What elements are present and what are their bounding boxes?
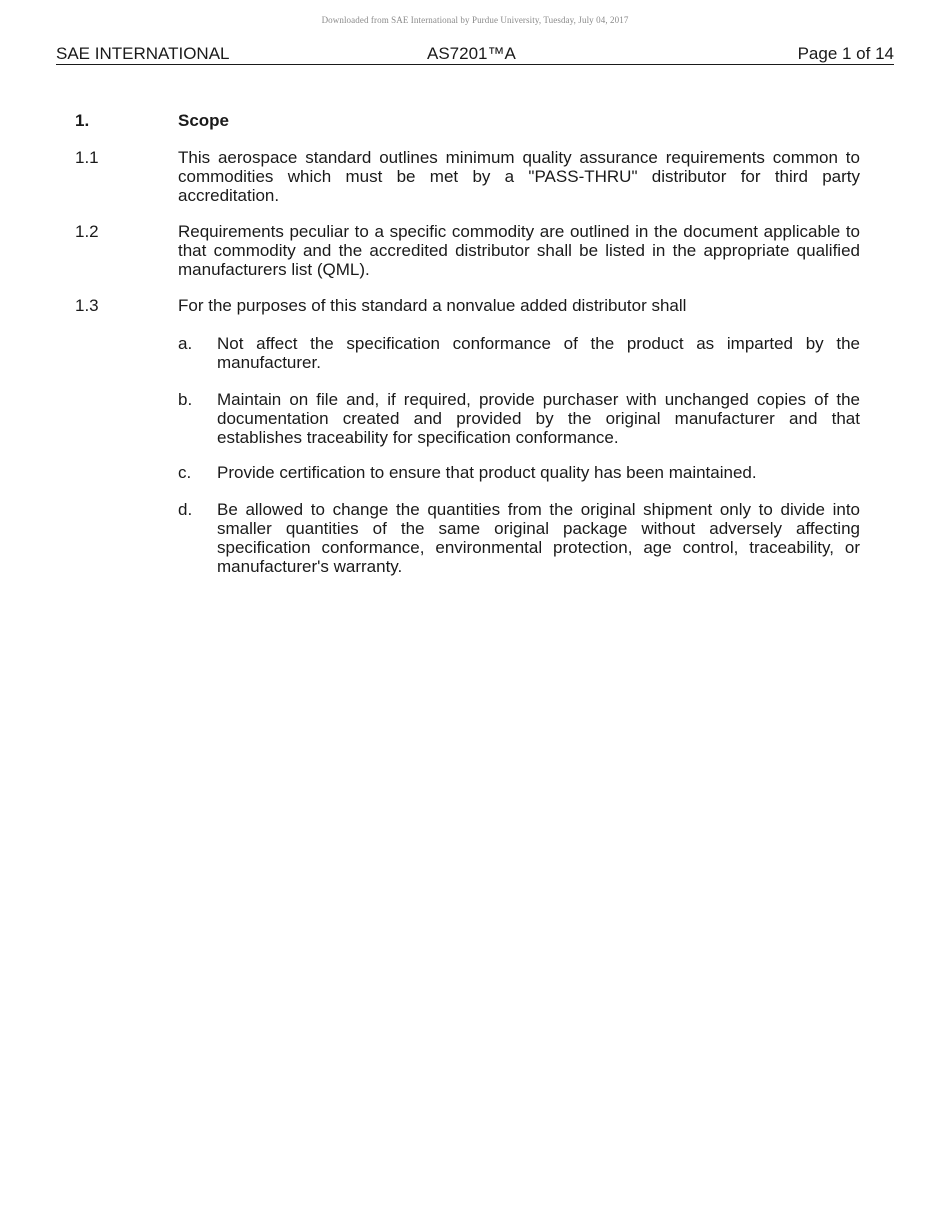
download-note: Downloaded from SAE International by Purdue University, Tuesday, July 04, 2017 xyxy=(321,15,629,25)
section-number: 1.3 xyxy=(75,296,99,315)
list-item-text: Maintain on file and, if required, provide purchaser with unchanged copies of the documentation created and provided by the original manufacturer and that establishes traceability for specification conformance. xyxy=(217,390,860,447)
header-document-number: AS7201™A xyxy=(427,44,516,63)
list-item-text: Be allowed to change the quantities from the original shipment only to divide into smaller quantities of the same original package without adversely affecting specification conformance, environmental protection, age control, traceability, or manufacturer's warranty. xyxy=(217,500,860,576)
section-number: 1.2 xyxy=(75,222,99,241)
list-item-letter: a. xyxy=(178,334,193,353)
list-item-text: Not affect the specification conformance of the product as imparted by the manufacturer. xyxy=(217,334,860,372)
section-title: Scope xyxy=(178,111,230,130)
header-page-number: Page 1 of 14 xyxy=(797,44,894,63)
header-organization: SAE INTERNATIONAL xyxy=(56,44,230,63)
section-text: This aerospace standard outlines minimum quality assurance requirements common to commodities which must be met by a "PASS-THRU" distributor for third party accreditation. xyxy=(178,148,860,205)
list-item-letter: d. xyxy=(178,500,193,519)
section-number: 1. xyxy=(75,111,90,130)
section-text: For the purposes of this standard a nonvalue added distributor shall xyxy=(178,296,687,315)
section-text: Requirements peculiar to a specific commodity are outlined in the document applicable to that commodity and the accredited distributor shall be listed in the appropriate qualified manufacturers list (QML). xyxy=(178,222,860,279)
list-item-letter: b. xyxy=(178,390,193,409)
list-item-letter: c. xyxy=(178,463,192,482)
section-number: 1.1 xyxy=(75,148,99,167)
running-header xyxy=(56,44,894,65)
list-item-text: Provide certification to ensure that product quality has been maintained. xyxy=(217,463,757,482)
